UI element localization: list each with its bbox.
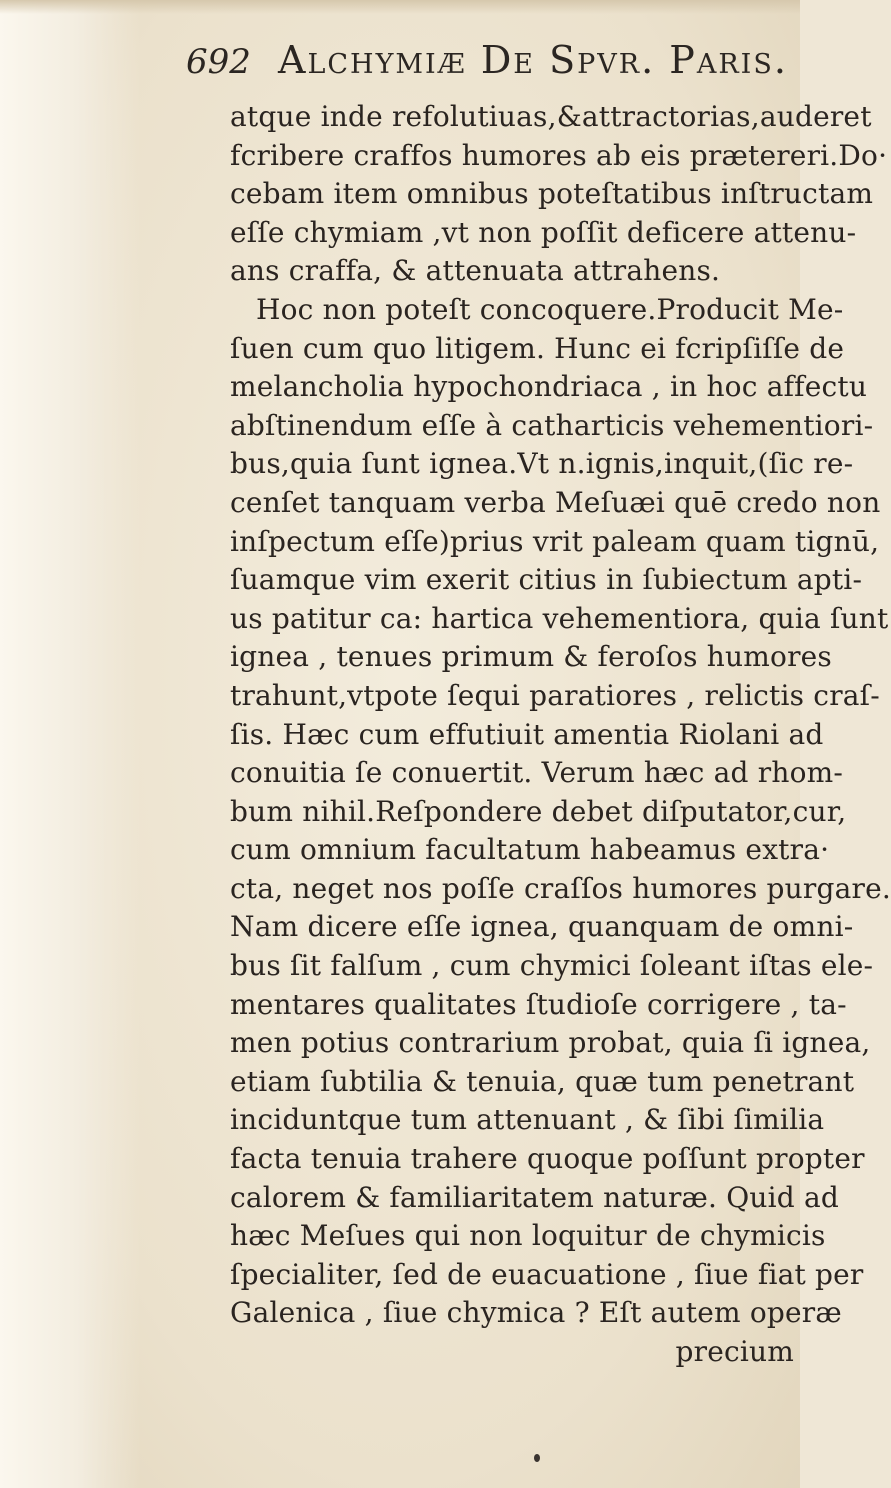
text-line: etiam ſubtilia & tenuia, quæ tum penetrant	[230, 1064, 855, 1098]
text-line: Hoc non poteſt concoquere.Producit Me-	[256, 292, 844, 326]
text-line: ans craffa, & attenuata attrahens.	[230, 254, 721, 288]
page-header	[186, 38, 788, 98]
text-line: ſis. Hæc cum effutiuit amentia Riolani ad	[230, 717, 824, 751]
text-line: ſpecialiter, ſed de euacuatione , ſiue fiat per	[230, 1257, 864, 1291]
text-line: mentares qualitates ſtudioſe corrigere , ta-	[230, 987, 847, 1021]
text-line: bus ſit falſum , cum chymici ſoleant iſtas ele-	[230, 949, 874, 983]
body-text	[230, 98, 891, 1372]
text-line: men potius contrarium probat, quia ſi ignea,	[230, 1026, 871, 1060]
text-line: hæc Meſues qui non loquitur de chymicis	[230, 1219, 826, 1253]
text-line: facta tenuia trahere quoque poſſunt propter	[230, 1142, 865, 1176]
text-line: cenſet tanquam verba Meſuæi quē credo non	[230, 485, 881, 519]
text-line: eſſe chymiam ,vt non poſſit deficere attenu-	[230, 215, 857, 249]
gutter-shading	[0, 0, 140, 1488]
text-line: bus,quia ſunt ignea.Vt n.ignis,inquit,(ſic re-	[230, 447, 854, 481]
top-edge-shading	[0, 0, 800, 14]
text-line: inſpectum eſſe)prius vrit paleam quam tignū,	[230, 524, 880, 558]
text-line: melancholia hypochondriaca , in hoc affectu	[230, 370, 868, 404]
text-line: ſuen cum quo litigem. Hunc ei fcripſiſſe de	[230, 331, 845, 365]
page-number: 692	[186, 42, 251, 82]
text-line: bum nihil.Reſpondere debet diſputator,cur,	[230, 794, 847, 828]
text-line: trahunt,vtpote ſequi paratiores , relictis craſ-	[230, 678, 880, 712]
ink-spot	[534, 1454, 540, 1462]
text-line: atque inde refolutiuas,&attractorias,auderet	[230, 100, 872, 133]
text-line: Nam dicere eſſe ignea, quanquam de omni-	[230, 910, 854, 944]
text-line: Galenica , ſiue chymica ? Eſt autem operæ	[230, 1296, 842, 1330]
text-line: ignea , tenues primum & feroſos humores	[230, 640, 832, 674]
text-line: calorem & familiaritatem naturæ. Quid ad	[230, 1180, 840, 1214]
text-line: conuitia ſe conuertit. Verum hæc ad rhom-	[230, 756, 844, 790]
text-line: us patitur ca: hartica vehementiora, quia ſunt	[230, 601, 889, 635]
text-line: abſtinendum eſſe à catharticis vehementiori-	[230, 408, 874, 442]
catchword: precium	[675, 1335, 794, 1368]
running-head: Alchymiæ De Spvr. Parıs.	[278, 38, 788, 82]
text-line: cta, neget nos poſſe craſſos humores purgare.	[230, 871, 891, 905]
text-line: ſuamque vim exerit citius in ſubiectum apti-	[230, 563, 863, 597]
text-line: cum omnium facultatum habeamus extra·	[230, 833, 830, 867]
text-line: cebam item omnibus poteſtatibus inſtructam	[230, 177, 874, 211]
text-line: inciduntque tum attenuant , & ſibi ſimilia	[230, 1103, 825, 1137]
text-line: fcribere craffos humores ab eis prætereri.Do·	[230, 138, 888, 172]
